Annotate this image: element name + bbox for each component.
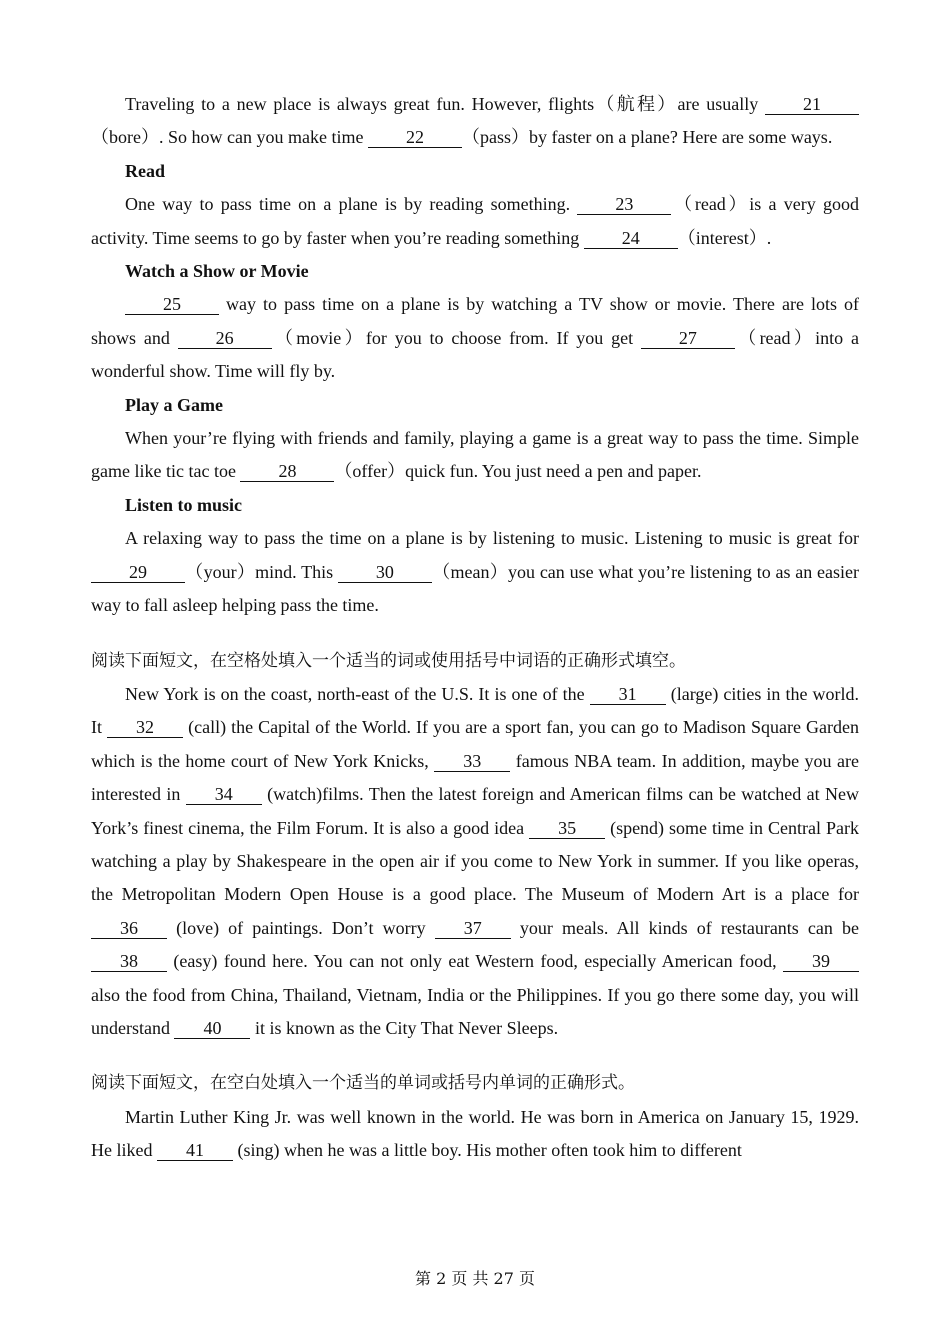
blank-34[interactable]: 34 [186, 784, 262, 805]
paragraph-game: When your’re flying with friends and family, playing a game is a great way to pass the time. Simple game like tic tac toe 28 （offer）quick fun. You just need a pen and paper. [91, 428, 859, 482]
section-gap [91, 1045, 859, 1067]
blank-38[interactable]: 38 [91, 951, 167, 972]
blank-31[interactable]: 31 [590, 684, 666, 705]
paragraph-read: One way to pass time on a plane is by reading something. 23 （read）is a very good activity. Time seems to go by faster when you’re reading something 24 （interest）. [91, 194, 859, 248]
blank-40[interactable]: 40 [174, 1018, 250, 1039]
blank-30[interactable]: 30 [338, 562, 432, 583]
page-number-footer: 第 2 页 共 27 页 [415, 1269, 535, 1288]
paragraph-intro: Traveling to a new place is always great fun. However, flights（航程）are usually 21（bore）. So how can you make time 22 （pass）by faster on a plane? Here are some ways. [91, 88, 859, 155]
blank-41[interactable]: 41 [157, 1140, 233, 1161]
page-content [91, 88, 859, 1168]
blank-33[interactable]: 33 [434, 751, 510, 772]
heading-music: Listen to music [125, 494, 242, 515]
paragraph-music: A relaxing way to pass the time on a plane is by listening to music. Listening to music is great for 29 （your）mind. This 30 （mean）you can use what you’re listening to as an easier way to fall asleep helping pass the time. [91, 528, 860, 616]
instruction-new-york: 阅读下面短文，在空格处填入一个适当的词或使用括号中词语的正确形式填空。 [91, 650, 686, 671]
blank-35[interactable]: 35 [529, 818, 605, 839]
blank-21[interactable]: 21 [765, 94, 859, 115]
blank-32[interactable]: 32 [107, 717, 183, 738]
blank-25[interactable]: 25 [125, 294, 219, 315]
paragraph-martin-luther-king: Martin Luther King Jr. was well known in the world. He was born in America on January 15, 1929. He liked 41 (sing) when he was a little boy. His mother often took him to different [91, 1106, 859, 1161]
heading-read: Read [125, 160, 165, 181]
heading-game: Play a Game [125, 394, 223, 415]
section-gap [91, 623, 859, 645]
blank-24[interactable]: 24 [584, 228, 678, 249]
instruction-martin-luther-king: 阅读下面短文，在空白处填入一个适当的单词或括号内单词的正确形式。 [91, 1073, 635, 1094]
blank-23[interactable]: 23 [577, 194, 671, 215]
blank-37[interactable]: 37 [435, 918, 511, 939]
blank-39[interactable]: 39 [783, 951, 859, 972]
blank-27[interactable]: 27 [641, 328, 735, 349]
paragraph-new-york: New York is on the coast, north-east of the U.S. It is one of the 31 (large) cities in the world. It 32 (call) the Capital of the World. If you are a sport fan, you can go to Madison Square Garden which is the home court of New York Knicks, 33 famous NBA team. In addition, maybe you are interested in 34 (watch)films. Then the latest foreign and American films can be watched at New York’s finest cinema, the Film Forum. It is also a good idea 35 (spend) some time in Central Park watching a play by Shakespeare in the open air if you come to New York in summer. If you like operas, the Metropolitan Modern Open House is a good place. The Museum of Modern Art is a place for 36 (love) of paintings. Don’t worry 37 your meals. All kinds of restaurants can be 38 (easy) found here. You can not only eat Western food, especially American food, 39 also the food from China, Thailand, Vietnam, India or the Philippines. If you go there some day, you will understand 40 it is known as the City That Never Sleeps. [91, 683, 860, 1038]
blank-36[interactable]: 36 [91, 918, 167, 939]
blank-28[interactable]: 28 [240, 461, 334, 482]
blank-26[interactable]: 26 [178, 328, 272, 349]
blank-22[interactable]: 22 [368, 127, 462, 148]
heading-watch: Watch a Show or Movie [125, 261, 309, 282]
blank-29[interactable]: 29 [91, 562, 185, 583]
paragraph-watch: 25 way to pass time on a plane is by watching a TV show or movie. There are lots of shows and 26 （movie）for you to choose from. If you get 27 （read）into a wonderful show. Time will fly by. [91, 294, 859, 382]
